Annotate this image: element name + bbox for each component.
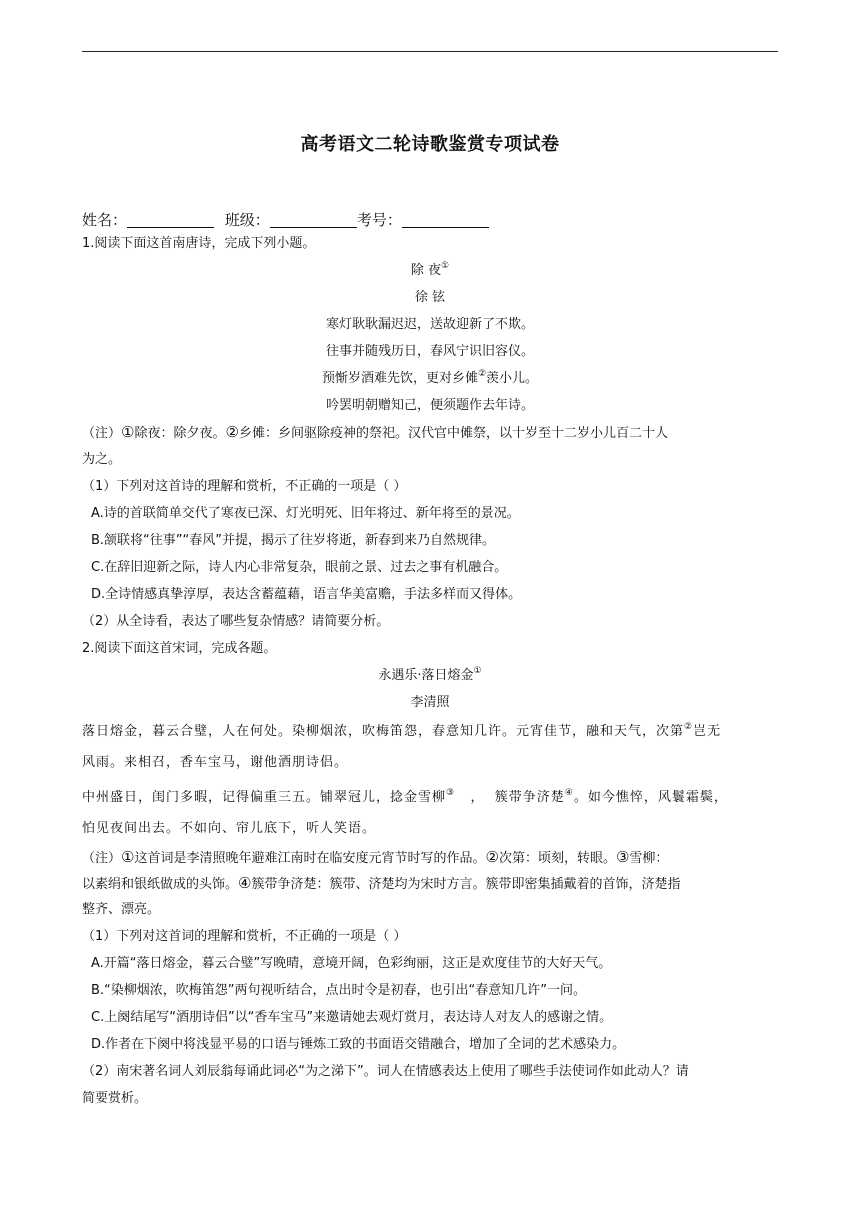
q2-option-a[interactable]: A.开篇“落日熔金，暮云合璧”写晚晴，意境开阔，色彩绚丽，这正是欢度佳节的大好天气。 [91,956,612,971]
q1-option-b[interactable]: B.颔联将“往事”“春风”并提，揭示了往岁将逝，新春到来乃自然规律。 [91,533,495,548]
q1-sub2: （2）从全诗看，表达了哪些复杂情感？请简要分析。 [82,614,390,629]
exam-no-label: 考号： [356,211,402,229]
student-info-line [82,209,489,230]
q1-option-d[interactable]: D.全诗情感真挚淳厚，表达含蓄蕴藉，语言华美富赡，手法多样而又得体。 [91,587,522,602]
q2-poem-title: 永遇乐·落日熔金① [378,666,482,683]
q2-intro: 2.阅读下面这首宋词，完成各题。 [82,641,277,656]
q1-author: 徐 铉 [414,290,446,305]
footnote-mark: ② [684,722,694,732]
q1-note: （注）①除夜：除夕夜。②乡傩：乡间驱除疫神的祭祀。汉代官中傩祭，以十岁至十二岁小儿百二十人 [82,423,668,441]
q1-intro: 1.阅读下面这首南唐诗，完成下列小题。 [82,236,316,251]
footnote-mark: ① [473,666,482,676]
q2-sub2-cont: 简要赏析。 [82,1091,148,1106]
name-blank[interactable] [127,210,214,228]
q2-sub2: （2）南宋著名词人刘辰翁每诵此词必“为之涕下”。词人在情感表达上使用了哪些手法使词作如此动人？请 [82,1064,689,1079]
footnote-mark: ③ [446,788,456,798]
q2-sub1: （1）下列对这首词的理解和赏析，不正确的一项是（ ） [82,929,407,944]
q1-poem-line: 寒灯耿耿漏迟迟，送故迎新了不欺。 [325,317,534,332]
q2-note: （注）①这首词是李清照晚年避难江南时在临安度元宵节时写的作品。②次第：顷刻，转眼。③雪柳： 以素绢和银纸做成的头饰。④簇带争济楚：簇带、济楚均为宋时方言。簇带即密集插戴着的首饰，济楚指 整齐、漂亮。 [82,848,681,917]
q2-poem-stanza-2: 中州盛日，闺门多暇，记得偏重三五。铺翠冠儿，捻金雪柳③ ， 簇带争济楚④。如今憔悴，风鬟霜鬓， 怕见夜间出去。不如向、帘儿底下，听人笑语。 [82,788,728,836]
footnote-mark: ② [477,369,487,379]
questions [82,230,778,1112]
exam-no-blank[interactable] [402,210,489,228]
class-blank[interactable] [270,210,357,228]
name-label: 姓名： [82,211,128,229]
q1-option-a[interactable]: A.诗的首联简单交代了寒夜已深、灯光明死、旧年将过、新年将至的景况。 [91,506,520,521]
q2-poem-stanza-1: 落日熔金，暮云合璧，人在何处。染柳烟浓，吹梅笛怨，春意知几许。元宵佳节，融和天气，次第②岂无 风雨。来相召，香车宝马，谢他酒朋诗侣。 [82,722,722,770]
q1-note-cont: 为之。 [82,452,122,467]
q1-poem-line: 吟罢明朝赠知己，便须题作去年诗。 [325,398,534,413]
q1-option-c[interactable]: C.在辞旧迎新之际，诗人内心非常复杂，眼前之景、过去之事有机融合。 [91,560,508,575]
footnote-mark: ① [441,261,450,271]
q2-option-d[interactable]: D.作者在下阕中将浅显平易的口语与锤炼工致的书面语交错融合，增加了全词的艺术感染力。 [91,1037,626,1052]
q1-poem-line: 往事并随残历日，春风宁识旧容仪。 [325,344,534,359]
q1-poem-line: 预惭岁酒难先饮，更对乡傩②羡小儿。 [321,369,539,386]
q1-sub1: （1）下列对这首诗的理解和赏析，不正确的一项是（ ） [82,479,407,494]
q2-author: 李清照 [410,695,450,710]
q2-option-b[interactable]: B.“染柳烟浓，吹梅笛怨”两句视听结合，点出时令是初春，也引出“春意知几许”一问。 [91,983,586,998]
header-rule [82,51,778,52]
class-label: 班级： [224,211,270,229]
footnote-mark: ④ [564,788,574,798]
page-title: 高考语文二轮诗歌鉴赏专项试卷 [300,134,560,155]
q2-option-c[interactable]: C.上阕结尾写“酒朋诗侣”以“香车宝马”来邀请她去观灯赏月，表达诗人对友人的感谢之情。 [91,1010,613,1025]
q1-poem-title: 除 夜① [410,261,450,278]
